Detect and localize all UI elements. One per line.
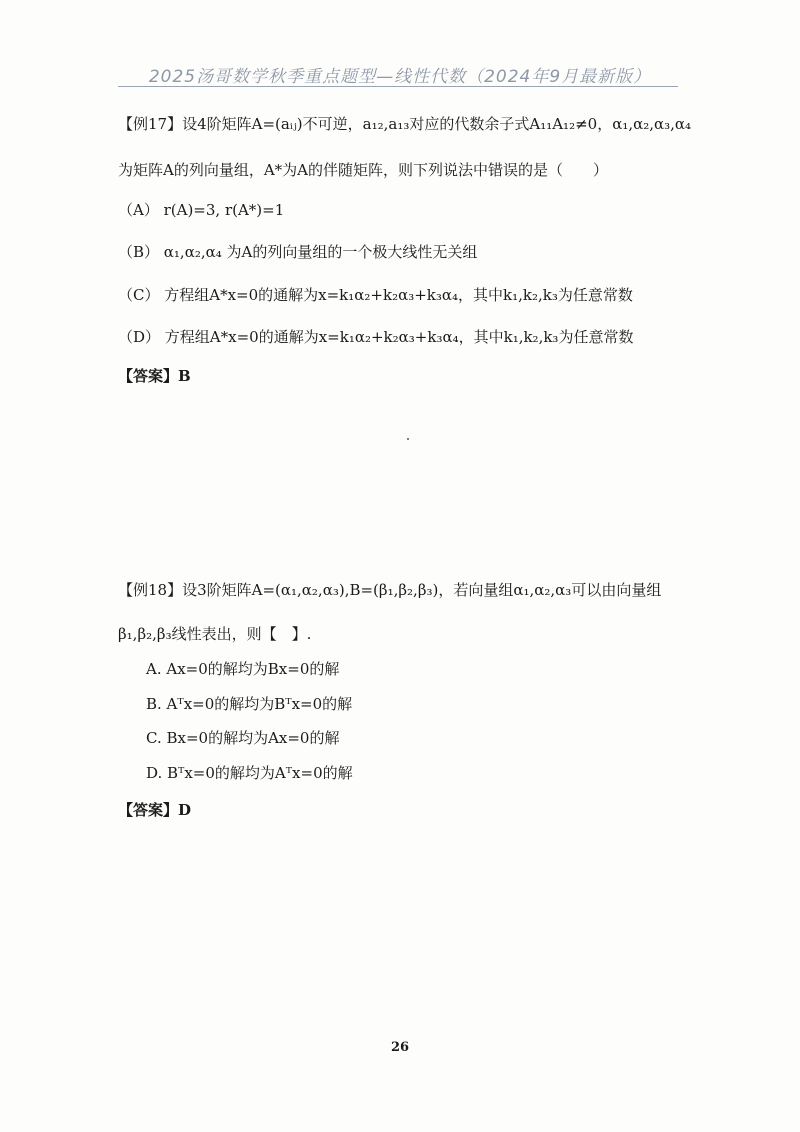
page-number: 26	[390, 1040, 410, 1055]
page-header-title: 2025汤哥数学秋季重点题型—线性代数（2024年9月最新版）	[148, 67, 652, 87]
example18-option-c: C. Bx=0的解均为Ax=0的解	[146, 729, 340, 747]
example18-option-d: D. Bᵀx=0的解均为Aᵀx=0的解	[146, 764, 353, 782]
example17-question-line2: 为矩阵A的列向量组，A*为A的伴随矩阵，则下列说法中错误的是（ ）	[118, 161, 609, 179]
scan-speck	[407, 438, 409, 440]
example18-option-a: A. Ax=0的解均为Bx=0的解	[146, 660, 340, 678]
example17-option-a: （A） r(A)=3, r(A*)=1	[118, 201, 285, 219]
example17-option-c: （C） 方程组A*x=0的通解为x=k₁α₂+k₂α₃+k₃α₄，其中k₁,k₂,k₃为任意常数	[118, 286, 633, 304]
example18-question-line2: β₁,β₂,β₃线性表出，则【 】.	[118, 625, 312, 643]
header-rule	[118, 86, 678, 87]
example17-answer: 【答案】B	[118, 367, 191, 385]
example17-question-line1: 【例17】设4阶矩阵A=(aᵢⱼ)不可逆，a₁₂,a₁₃对应的代数余子式A₁₁A₁₂≠0，α₁,α₂,α₃,α₄	[118, 115, 692, 133]
example17-option-b: （B） α₁,α₂,α₄ 为A的列向量组的一个极大线性无关组	[118, 243, 478, 261]
example18-option-b: B. Aᵀx=0的解均为Bᵀx=0的解	[146, 695, 353, 713]
example18-answer: 【答案】D	[118, 801, 192, 819]
example18-question-line1: 【例18】设3阶矩阵A=(α₁,α₂,α₃),B=(β₁,β₂,β₃)，若向量组α₁,α₂,α₃可以由向量组	[118, 581, 662, 599]
example17-option-d: （D） 方程组A*x=0的通解为x=k₁α₂+k₂α₃+k₃α₄，其中k₁,k₂,k₃为任意常数	[118, 328, 634, 346]
